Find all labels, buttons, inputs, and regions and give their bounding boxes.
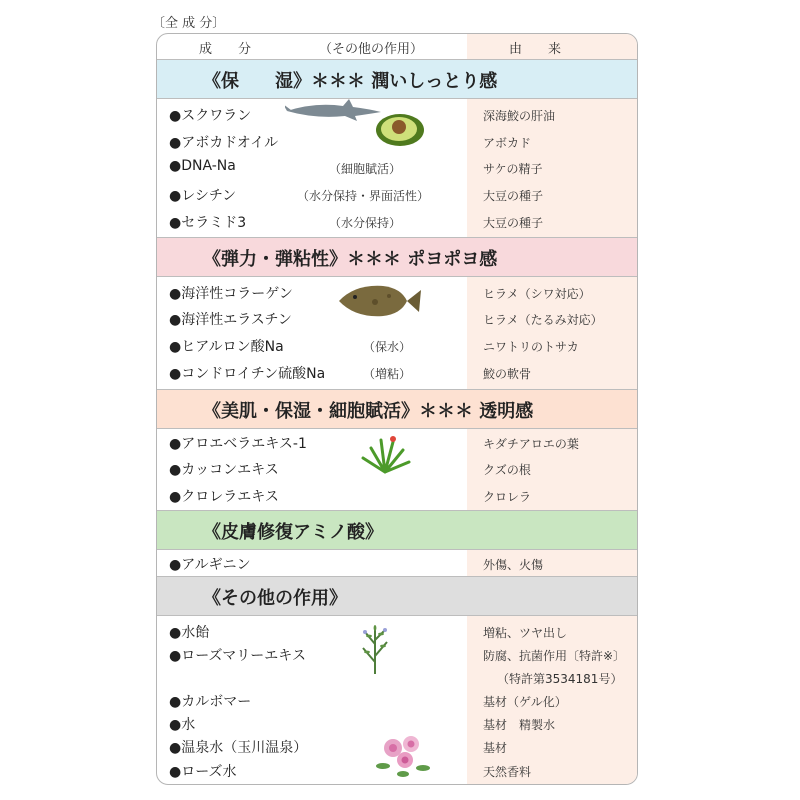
header-ingredient: 成 分 bbox=[199, 42, 252, 57]
header-origin: 由 来 bbox=[509, 42, 562, 57]
section-beauty-header bbox=[157, 389, 637, 429]
ingredient-source: 大豆の種子 bbox=[483, 216, 544, 230]
ingredients-table bbox=[156, 33, 638, 785]
rose-flower-icon bbox=[373, 728, 433, 778]
ingredient-name: ●ヒアルロン酸Na bbox=[169, 339, 284, 355]
ingredient-name: ●クロレラエキス bbox=[169, 489, 279, 505]
ingredient-source: 防腐、抗菌作用〔特許※〕 bbox=[483, 649, 626, 663]
section-moist-header bbox=[157, 59, 637, 99]
ingredient-source: クロレラ bbox=[483, 490, 532, 504]
ingredient-name: ●ローズマリーエキス bbox=[169, 648, 306, 664]
rosemary-icon bbox=[353, 622, 399, 676]
section-other-header bbox=[157, 576, 637, 616]
ingredient-source: ヒラメ（シワ対応） bbox=[483, 287, 591, 301]
ingredient-note: （水分保持・界面活性） bbox=[297, 189, 430, 203]
ingredient-source: 天然香料 bbox=[483, 765, 532, 779]
section-elastic-title: 《弾力・弾粘性》＊＊＊ ポヨポヨ感 bbox=[203, 249, 498, 270]
ingredient-source: 大豆の種子 bbox=[483, 189, 544, 203]
ingredient-name: ●DNA-Na bbox=[169, 158, 236, 174]
ingredients-caption: 〔全 成 分〕 bbox=[152, 16, 226, 31]
ingredient-note: （水分保持） bbox=[329, 216, 402, 230]
ingredient-note: （細胞賦活） bbox=[329, 162, 402, 176]
ingredient-source: ニワトリのトサカ bbox=[483, 340, 579, 354]
ingredient-note: （増粘） bbox=[363, 367, 412, 381]
ingredient-name: ●温泉水（玉川温泉） bbox=[169, 740, 308, 756]
ingredient-source: サケの精子 bbox=[483, 162, 543, 176]
patent-number: （特許第3534181号） bbox=[497, 672, 623, 686]
ingredient-source: クズの根 bbox=[483, 463, 531, 477]
shark-icon bbox=[285, 98, 385, 122]
ingredient-name: ●アルギニン bbox=[169, 557, 251, 573]
ingredient-name: ●アボカドオイル bbox=[169, 135, 279, 151]
ingredient-name: ●カルボマー bbox=[169, 694, 252, 710]
header-other-effect: （その他の作用） bbox=[319, 42, 424, 57]
section-beauty-title: 《美肌・保湿・細胞賦活》＊＊＊ 透明感 bbox=[203, 401, 534, 422]
section-amino-title: 《皮膚修復アミノ酸》 bbox=[203, 522, 383, 543]
ingredient-source: 基材（ゲル化） bbox=[483, 695, 567, 709]
ingredient-name: ●スクワラン bbox=[169, 108, 252, 124]
ingredient-name: ●海洋性エラスチン bbox=[169, 312, 292, 328]
section-amino-header bbox=[157, 510, 637, 550]
ingredient-name: ●カッコンエキス bbox=[169, 462, 279, 478]
ingredient-source: 深海鮫の肝油 bbox=[483, 109, 556, 123]
table-header bbox=[157, 34, 637, 60]
ingredient-name: ●コンドロイチン硫酸Na bbox=[169, 366, 326, 382]
ingredient-name: ●水 bbox=[169, 717, 196, 733]
ingredient-source: キダチアロエの葉 bbox=[483, 437, 579, 451]
ingredient-name: ●レシチン bbox=[169, 188, 237, 204]
ingredient-name: ●セラミド3 bbox=[169, 215, 247, 231]
avocado-icon bbox=[375, 112, 425, 148]
flounder-icon bbox=[335, 282, 423, 320]
aloe-icon bbox=[357, 434, 413, 474]
section-elastic-header bbox=[157, 237, 637, 277]
ingredient-name: ●ローズ水 bbox=[169, 764, 237, 780]
ingredient-source: 増粘、ツヤ出し bbox=[483, 626, 568, 640]
ingredient-name: ●アロエベラエキス-1 bbox=[169, 436, 307, 452]
ingredient-note: （保水） bbox=[363, 340, 412, 354]
section-moist-title: 《保 湿》＊＊＊ 潤いしっとり感 bbox=[203, 71, 498, 92]
ingredient-name: ●海洋性コラーゲン bbox=[169, 286, 293, 302]
ingredient-source: 基材 bbox=[483, 741, 508, 755]
ingredient-source: 外傷、火傷 bbox=[483, 558, 544, 572]
ingredient-name: ●水飴 bbox=[169, 625, 210, 641]
ingredient-source: 鮫の軟骨 bbox=[483, 367, 532, 381]
section-other-title: 《その他の作用》 bbox=[203, 588, 347, 609]
ingredient-source: アボカド bbox=[483, 136, 532, 150]
ingredient-source: ヒラメ（たるみ対応） bbox=[483, 313, 603, 327]
ingredient-source: 基材 精製水 bbox=[483, 718, 556, 732]
